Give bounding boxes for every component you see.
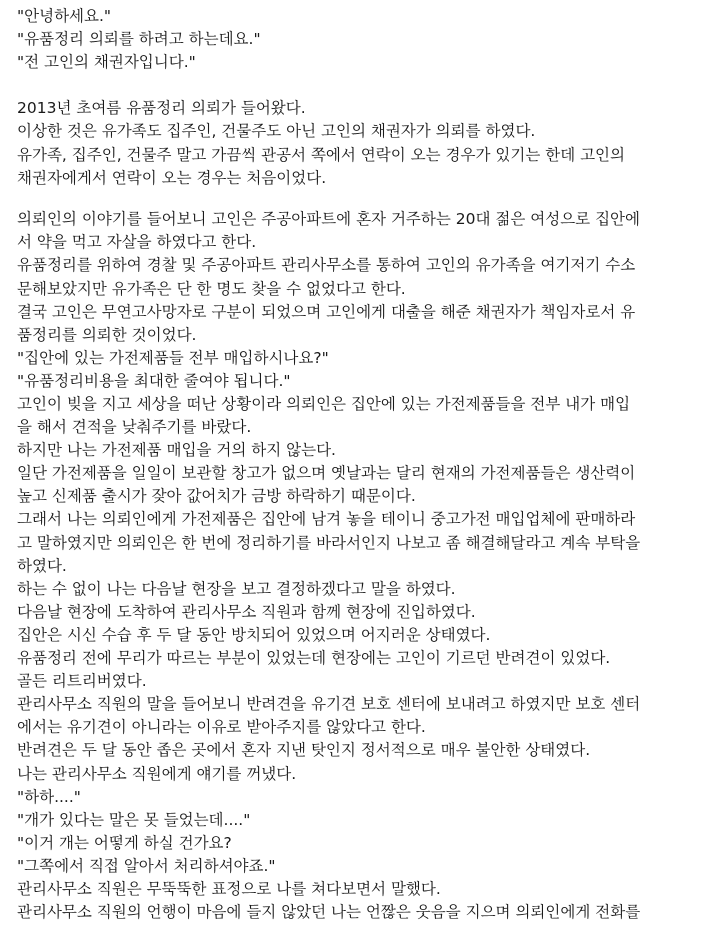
text-line: 집안은 시신 수습 후 두 달 동안 방치되어 있었으며 어지러운 상태였다. xyxy=(17,625,491,644)
text-line: 관리사무소 직원의 언행이 마음에 들지 않았던 나는 언짢은 웃음을 지으며 의뢰인에게 전화를 xyxy=(17,903,641,922)
paragraph-spacer xyxy=(17,74,697,97)
text-line: 문해보았지만 유가족은 단 한 명도 찾을 수 없었다고 한다. xyxy=(17,279,406,298)
text-line: "그쪽에서 직접 알아서 처리하셔야죠." xyxy=(17,856,276,875)
text-line: "개가 있다는 말은 못 들었는데...." xyxy=(17,810,251,829)
document-body xyxy=(17,5,697,924)
text-line: 나는 관리사무소 직원에게 얘기를 꺼냈다. xyxy=(17,764,297,783)
text-line: 고인이 빚을 지고 세상을 떠난 상황이라 의뢰인은 집안에 있는 가전제품들을 전부 내가 매입 xyxy=(17,395,631,413)
text-line: 의뢰인의 이야기를 들어보니 고인은 주공아파트에 혼자 거주하는 20대 젊은 여성으로 집안에 xyxy=(17,210,640,229)
text-line: 유가족, 집주인, 건물주 말고 가끔씩 관공서 쪽에서 연락이 오는 경우가 있기는 한데 고인의 xyxy=(17,145,626,164)
text-line: 2013년 초여름 유품정리 의뢰가 들어왔다. xyxy=(17,99,306,118)
text-line: 하지만 나는 가전제품 매입을 거의 하지 않는다. xyxy=(17,441,336,460)
text-line: 유품정리를 위하여 경찰 및 주공아파트 관리사무소를 통하여 고인의 유가족을 여기저기 수소 xyxy=(17,256,636,275)
intro-dialogue xyxy=(17,5,697,74)
text-line: 하였다. xyxy=(17,556,67,575)
text-line: 하는 수 없이 나는 다음날 현장을 보고 결정하겠다고 말을 하였다. xyxy=(17,579,456,598)
text-line: 품정리를 의뢰한 것이었다. xyxy=(17,325,197,344)
paragraph-story xyxy=(17,208,697,924)
text-line: "하하...." xyxy=(17,787,81,806)
text-line: 다음날 현장에 도착하여 관리사무소 직원과 함께 현장에 진입하였다. xyxy=(17,602,476,621)
text-line: 고 말하였지만 의뢰인은 한 번에 정리하기를 바라서인지 나보고 좀 해결해달라고 계속 부탁을 xyxy=(17,533,641,552)
text-line: 골든 리트리버였다. xyxy=(17,672,147,691)
text-line: "전 고인의 채권자입니다." xyxy=(17,53,196,72)
text-line: 에서는 유기견이 아니라는 이유로 받아주지를 않았다고 한다. xyxy=(17,718,426,737)
text-line: "유품정리 의뢰를 하려고 하는데요." xyxy=(17,30,261,49)
paragraph-spacer xyxy=(17,190,697,209)
text-line: 서 약을 먹고 자살을 하였다고 한다. xyxy=(17,233,257,252)
paragraph-request xyxy=(17,97,697,189)
text-line: "집안에 있는 가전제품들 전부 매입하시나요?" xyxy=(17,348,329,367)
text-line: 이상한 것은 유가족도 집주인, 건물주도 아닌 고인의 채권자가 의뢰를 하였다. xyxy=(17,122,536,141)
text-line: 유품정리 전에 무리가 따르는 부분이 있었는데 현장에는 고인이 기르던 반려견이 있었다. xyxy=(17,649,611,668)
text-line: 반려견은 두 달 동안 좁은 곳에서 혼자 지낸 탓인지 정서적으로 매우 불안한 상태였다. xyxy=(17,741,591,760)
text-line: 일단 가전제품을 일일이 보관할 창고가 없으며 옛날과는 달리 현재의 가전제품들은 생산력이 xyxy=(17,464,636,483)
text-line: 을 해서 견적을 낮춰주기를 바랐다. xyxy=(17,418,252,437)
text-line: 결국 고인은 무연고사망자로 구분이 되었으며 고인에게 대출을 해준 채권자가 책임자로서 유 xyxy=(17,302,636,321)
text-line: "이거 개는 어떻게 하실 건가요? xyxy=(17,833,232,852)
text-line: 관리사무소 직원은 무뚝뚝한 표정으로 나를 쳐다보면서 말했다. xyxy=(17,879,441,898)
text-line: 관리사무소 직원의 말을 들어보니 반려견을 유기견 보호 센터에 보내려고 하였지만 보호 센터 xyxy=(17,695,641,714)
text-line: "안녕하세요." xyxy=(17,7,112,25)
text-line: 채권자에게서 연락이 오는 경우는 처음이었다. xyxy=(17,168,327,187)
text-line: 그래서 나는 의뢰인에게 가전제품은 집안에 남겨 놓을 테이니 중고가전 매입업체에 판매하라 xyxy=(17,510,636,529)
text-line: 높고 신제품 출시가 잦아 값어치가 금방 하락하기 때문이다. xyxy=(17,487,416,506)
text-line: "유품정리비용을 최대한 줄여야 됩니다." xyxy=(17,371,291,390)
